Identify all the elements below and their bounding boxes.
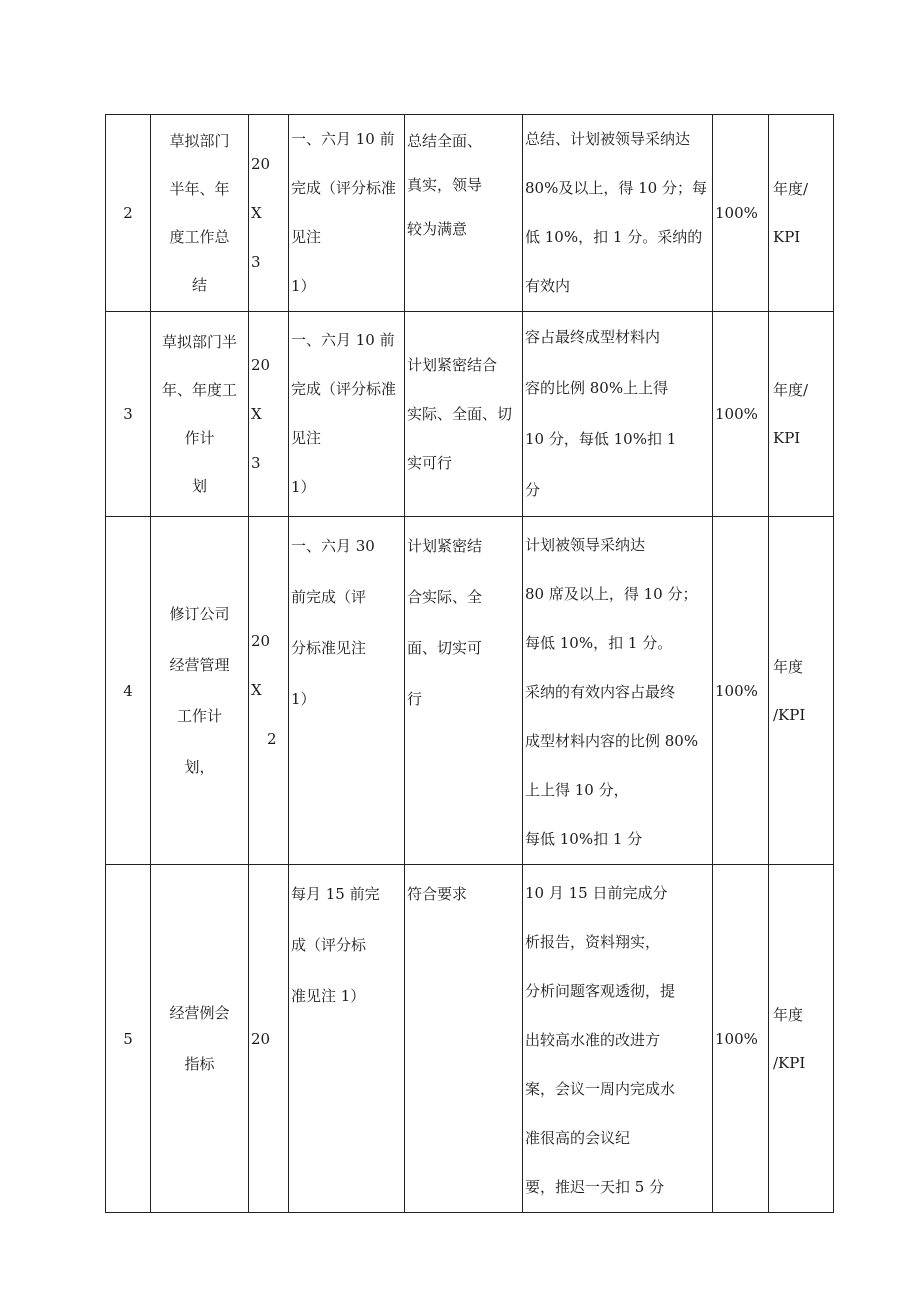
table-row [106, 115, 834, 312]
criteria-line: 分析问题客观透彻，提 [525, 982, 676, 1000]
weight-line: 20 [251, 154, 271, 173]
task-cell [151, 865, 249, 1213]
standard-line: 总结全面、 [407, 132, 483, 150]
standard-line: 较为满意 [407, 220, 468, 238]
time-line: 完成（评分标准 [291, 179, 397, 197]
table-row [106, 517, 834, 865]
weight-line: 20 [251, 355, 271, 374]
time-line: 见注 [291, 429, 322, 447]
type-line: KPI [773, 429, 801, 447]
percent-text: 100% [715, 204, 758, 222]
time-line: 一、六月 30 [291, 537, 375, 555]
time-line: 分标准见注 [291, 639, 367, 657]
weight-line: X [251, 681, 262, 699]
standard-line: 行 [407, 690, 423, 708]
weight-cell [249, 115, 289, 312]
standard-line: 合实际、全 [407, 588, 483, 606]
criteria-cell [523, 517, 713, 865]
time-line: 1） [291, 277, 316, 295]
type-line: KPI [773, 228, 801, 246]
time-line: 完成（评分标准 [291, 380, 397, 398]
criteria-line: 容占最终成型材料内 [525, 328, 661, 346]
task-line: 年、年度工 [161, 381, 237, 399]
task-line: 经营管理 [169, 655, 230, 674]
criteria-line: 总结、计划被领导采纳达 [525, 130, 691, 148]
criteria-line: 成型材料内容的比例 80% [525, 732, 699, 750]
standard-line: 计划紧密结 [407, 537, 483, 555]
weight-line: 20 [251, 632, 271, 650]
criteria-line: 案，会议一周内完成水 [525, 1080, 676, 1098]
criteria-line: 10 分，每低 10%扣 1 [525, 430, 677, 448]
time-line: 一、六月 10 前 [291, 331, 395, 349]
criteria-cell [523, 312, 713, 517]
type-line: 年度/ [773, 381, 809, 399]
criteria-line: 容的比例 80%上上得 [525, 379, 669, 397]
type-line: 年度 [773, 657, 804, 676]
standard-cell [405, 517, 523, 865]
criteria-cell [523, 865, 713, 1213]
time-cell [289, 517, 405, 865]
type-cell [769, 312, 834, 517]
criteria-line: 分 [525, 481, 541, 499]
weight-line: 2 [267, 730, 277, 748]
criteria-line: 10 月 15 日前完成分 [525, 884, 668, 902]
task-cell [151, 115, 249, 312]
standard-cell [405, 115, 523, 312]
weight-line: X [251, 203, 262, 222]
criteria-line: 每低 10%，扣 1 分。 [525, 634, 673, 652]
percent-cell [713, 312, 769, 517]
criteria-line: 有效内 [525, 277, 571, 295]
task-line: 划 [191, 477, 207, 495]
type-line: 年度 [773, 1005, 804, 1024]
percent-text: 100% [715, 681, 758, 700]
standard-line: 实可行 [407, 453, 453, 472]
standard-cell [405, 865, 523, 1213]
time-line: 前完成（评 [291, 588, 367, 606]
criteria-line: 80 席及以上，得 10 分； [525, 585, 698, 603]
table-row [106, 865, 834, 1213]
task-line: 作计 [184, 429, 215, 447]
time-line: 成（评分标 [291, 936, 367, 954]
row-number-text: 5 [123, 1029, 133, 1048]
time-line: 1） [291, 478, 316, 496]
task-line: 经营例会 [169, 1003, 230, 1022]
task-line: 草拟部门半 [161, 333, 237, 351]
time-line: 每月 15 前完 [291, 885, 380, 903]
task-line: 草拟部门 [169, 132, 230, 150]
row-number-text: 3 [123, 405, 133, 423]
percent-text: 100% [715, 405, 758, 423]
time-cell [289, 115, 405, 312]
task-line: 修订公司 [169, 604, 230, 623]
standard-line: 计划紧密结合 [407, 355, 498, 374]
criteria-line: 采纳的有效内容占最终 [525, 683, 676, 701]
percent-text: 100% [715, 1029, 758, 1048]
row-number [106, 312, 151, 517]
standard-line: 符合要求 [407, 885, 468, 903]
percent-cell [713, 517, 769, 865]
time-line: 1） [291, 690, 316, 708]
weight-line: 20 [251, 1029, 271, 1048]
task-line: 工作计 [176, 706, 222, 725]
criteria-line: 要，推迟一天扣 5 分 [525, 1178, 665, 1196]
row-number-text: 4 [123, 681, 133, 700]
standard-line: 面、切实可 [407, 639, 483, 657]
standard-cell [405, 312, 523, 517]
row-number [106, 517, 151, 865]
task-cell [151, 517, 249, 865]
type-line: /KPI [773, 1053, 806, 1072]
criteria-line: 出较高水准的改进方 [525, 1031, 661, 1049]
criteria-line: 每低 10%扣 1 分 [525, 830, 643, 848]
kpi-table [105, 114, 834, 1213]
criteria-cell [523, 115, 713, 312]
row-number [106, 115, 151, 312]
time-line: 一、六月 10 前 [291, 130, 395, 148]
weight-line: 3 [251, 252, 261, 271]
percent-cell [713, 115, 769, 312]
time-cell [289, 865, 405, 1213]
type-line: /KPI [773, 705, 806, 724]
criteria-line: 低 10%，扣 1 分。采纳的 [525, 228, 703, 246]
row-number-text: 2 [123, 204, 133, 222]
weight-cell [249, 312, 289, 517]
criteria-line: 准很高的会议纪 [525, 1129, 631, 1147]
weight-line: 3 [251, 453, 261, 472]
time-cell [289, 312, 405, 517]
time-line: 准见注 1） [291, 987, 366, 1005]
time-line: 见注 [291, 228, 322, 246]
type-cell [769, 115, 834, 312]
weight-line: X [251, 404, 262, 423]
table-row [106, 312, 834, 517]
task-line: 结 [191, 276, 207, 294]
weight-cell [249, 865, 289, 1213]
task-line: 指标 [184, 1054, 215, 1073]
weight-cell [249, 517, 289, 865]
criteria-line: 上上得 10 分， [525, 781, 629, 799]
criteria-line: 80%及以上，得 10 分；每 [525, 179, 707, 197]
standard-line: 真实，领导 [407, 176, 483, 194]
percent-cell [713, 865, 769, 1213]
type-line: 年度/ [773, 180, 809, 198]
row-number [106, 865, 151, 1213]
type-cell [769, 865, 834, 1213]
task-line: 划， [184, 757, 215, 776]
task-line: 度工作总 [169, 228, 230, 246]
task-line: 半年、年 [169, 180, 230, 198]
criteria-line: 析报告，资料翔实， [525, 933, 661, 951]
criteria-line: 计划被领导采纳达 [525, 536, 646, 554]
task-cell [151, 312, 249, 517]
type-cell [769, 517, 834, 865]
standard-line: 实际、全面、切 [407, 404, 513, 423]
